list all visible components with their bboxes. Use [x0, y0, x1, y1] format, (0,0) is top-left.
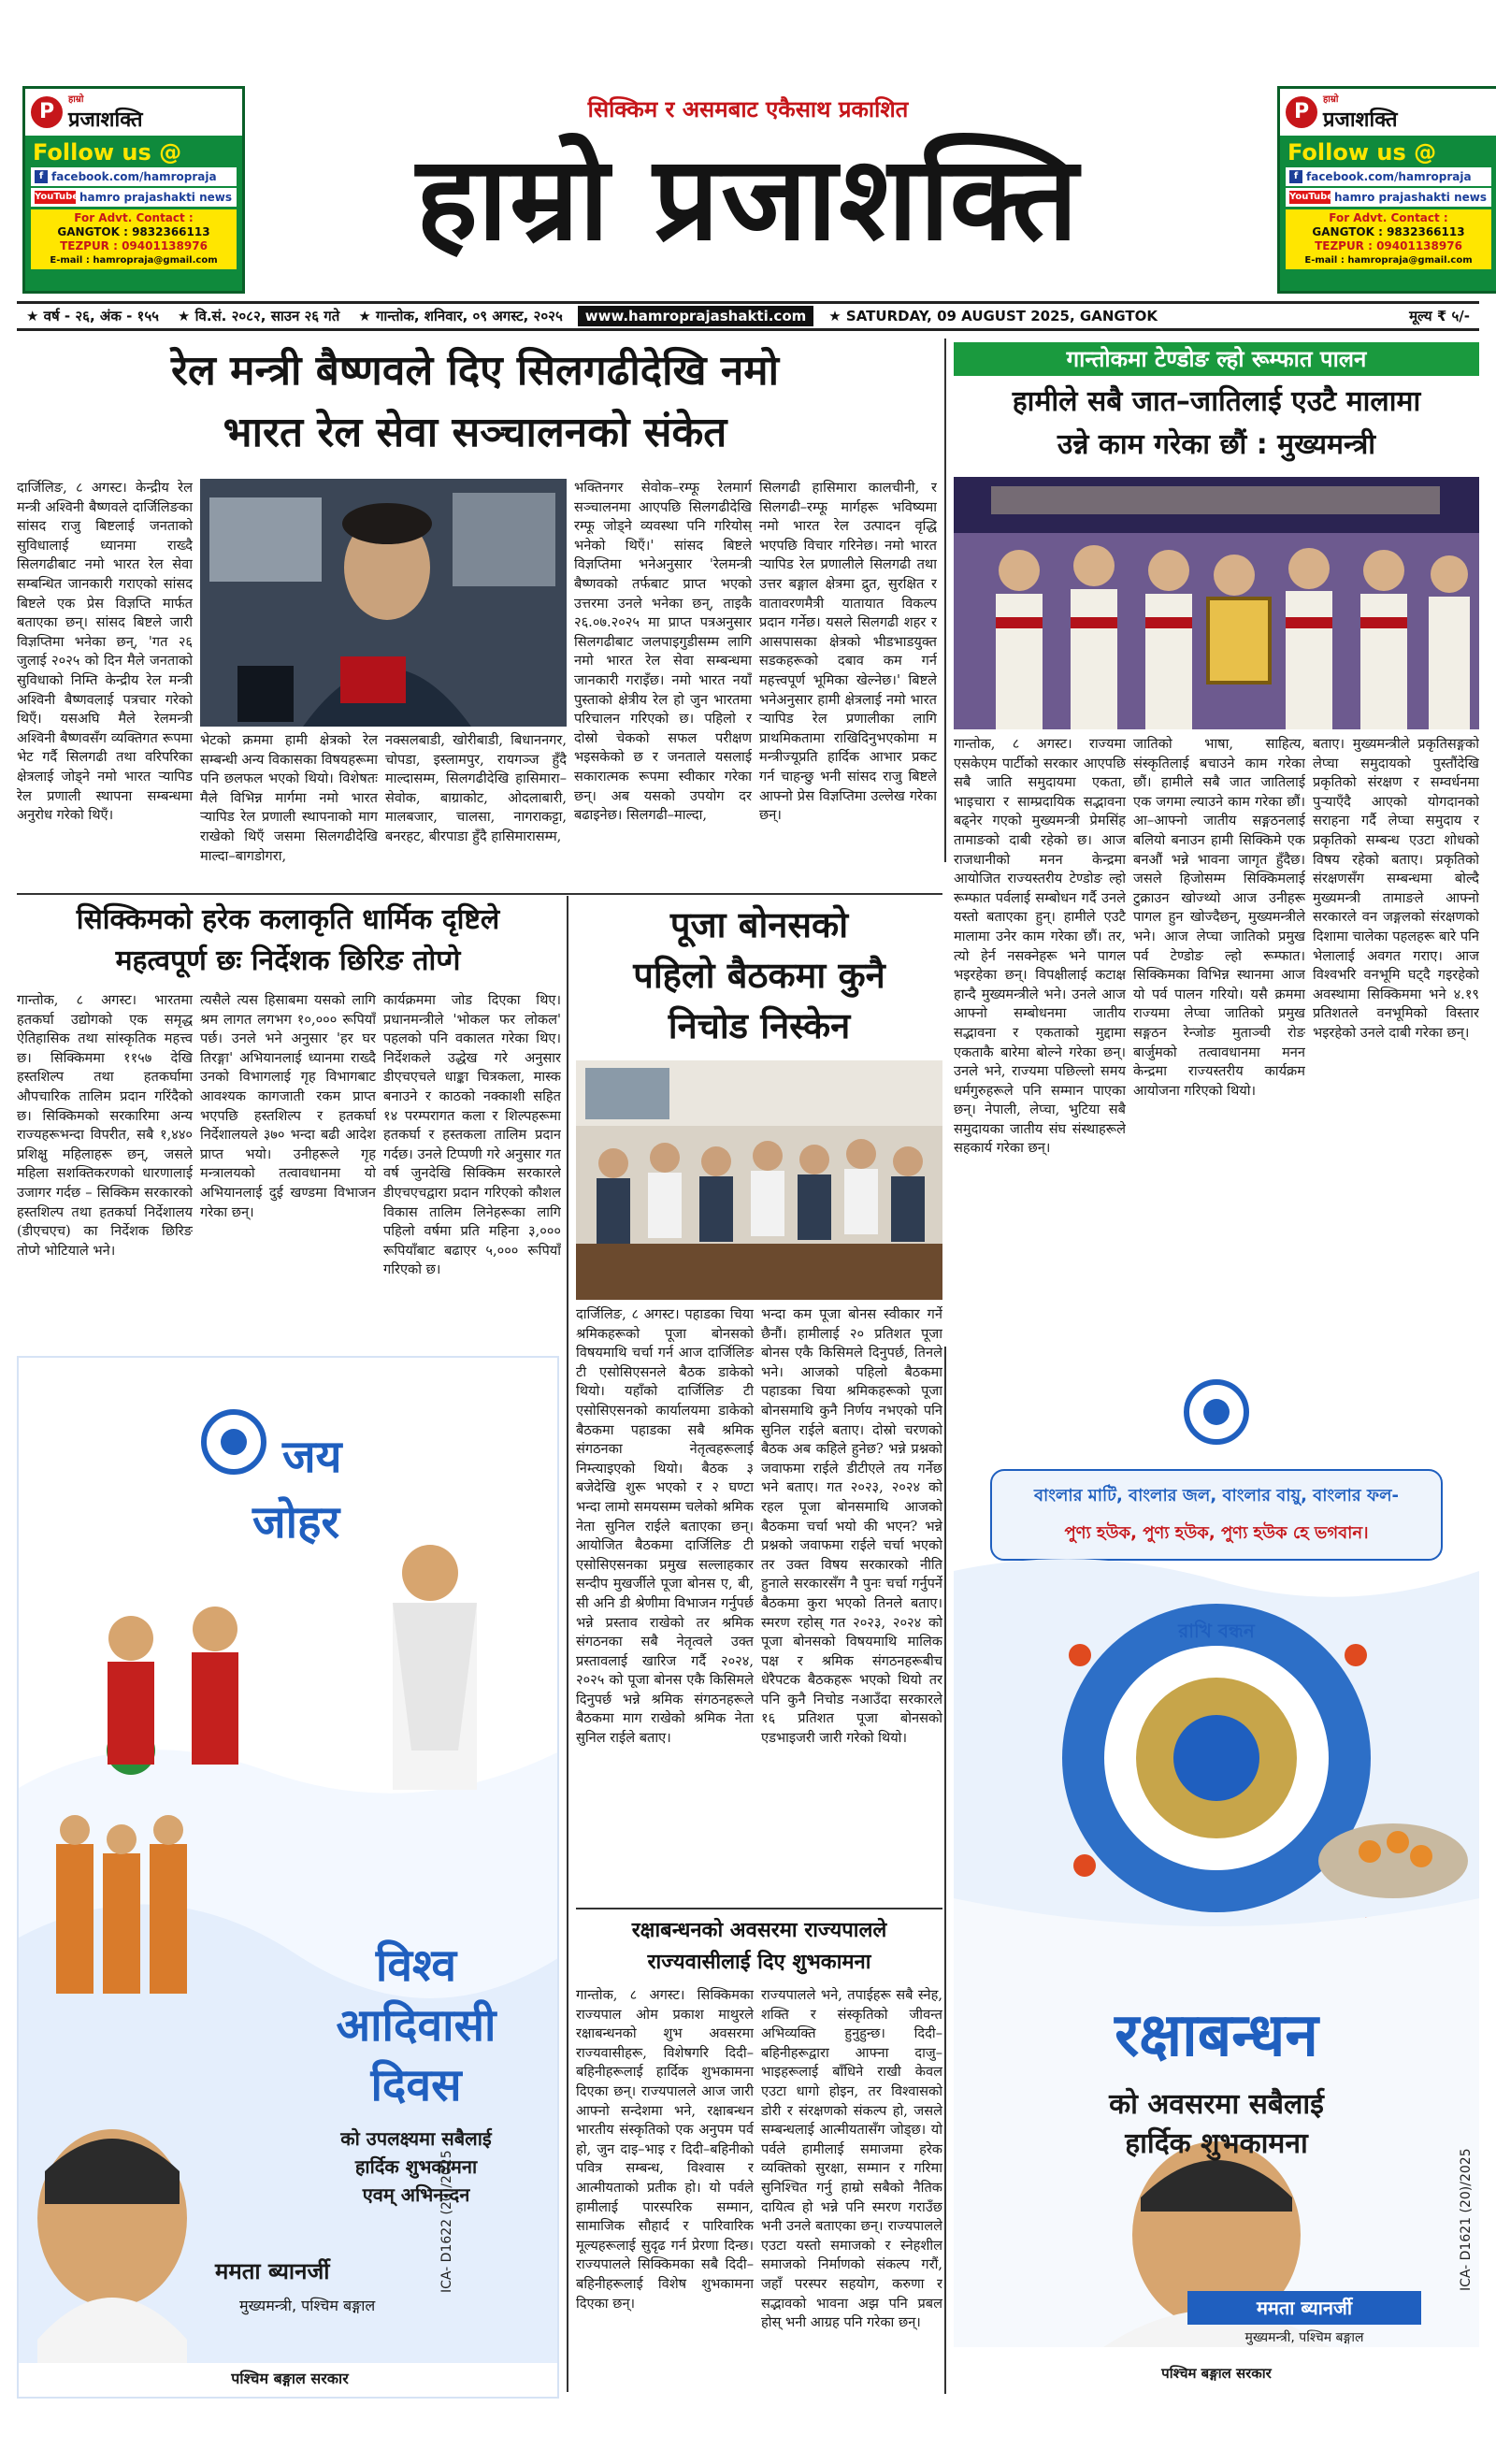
ad-left-line3: एवम् अभिनन्दन: [362, 2183, 470, 2206]
story5-col2: राज्यपालले भने, तपाईहरू सबै स्नेह, शक्ति र संस्कृतिको जीवन्त अभिव्यक्ति हुनुहुन्छ। दिदी–बहिनीहरूद्वारा आफ्ना दाजु–भाइहरूलाई बाँधिने राखी केवल एउटा धागो होइन, तर विश्वासको डोरी र संरक्षणको संकल्प हो, जसले सम्बन्धलाई आत्मीयतासँग जोड्छ। यो पर्वले हामीलाई समाजमा हरेक व्यक्तिको सुरक्षा, सम्मान र गरिमा सुनिश्चित गर्नु हाम्रो सबैको नैतिक दायित्व हो भन्ने पनि स्मरण गराउँछ भनी उनले बताएका छन्। राज्यपालले एउटा यस्तो समाजको र स्नेहशील समाजको निर्माणको संकल्प गरौं, जहाँ परस्पर सहयोग, करुणा र सद्भावको भावना अझ पनि प्रबल होस् भनी आग्रह पनि गरेका छन्।: [761, 1987, 942, 2331]
dateline-bar: [17, 301, 1479, 331]
contact-title: For Advt. Contact :: [1329, 211, 1448, 224]
story5-headline-line1: रक्षाबन्धनको अवसरमा राज्यपालले: [631, 1919, 887, 1942]
ad-left-message: [299, 2125, 533, 2209]
section-divider: [576, 1908, 942, 1909]
ear-brand: प्रजाशक्ति: [1323, 108, 1398, 132]
story1-photo: [200, 479, 567, 727]
story2-col1: गान्तोक, ८ अगस्ट। राज्यमा एसकेएम पार्टीको सरकार आएपछि सबै जाति समुदायमा एकता, भाइचारा र साम्प्रदायिक सद्भावना बढ्नेर गएको मुख्यमन्त्री प्रेमसिंह तामाङको दाबी रहेको छ। आज राजधानीको मनन केन्द्रमा आयोजित राज्यस्तरीय टेण्डोङ ल्हो रूम्फात पर्वलाई सम्बोधन गर्दै उनले यस्तो बताएका हुन्। हामीले एउटै मालामा उनेर काम गरेका छौं। तर, त्यो हेर्न नसक्नेहरू भने पागल भइरहेका छन्। विपक्षीलाई कटाक्ष हान्दै मुख्यमन्त्रीले भने। उनले आज आफ्नो सम्बोधनमा जातीय सद्भावना र एकताको मुद्दामा एकताकै बारेमा बोल्ने गरेका छन्। उनले भने, राज्यमा पछिल्लो समय धर्मगुरुहरूले पनि सम्मान पाएका छन्। नेपाली, लेप्चा, भुटिया सबै समुदायका जातीय संघ संस्थाहरूले सहकार्य गरेका छन्।: [954, 736, 1126, 1157]
column-divider: [944, 339, 946, 862]
ear-brand: प्रजाशक्ति: [68, 108, 143, 132]
story4-col2: भन्दा कम पूजा बोनस स्वीकार गर्ने छैनौं। हामीलाई २० प्रतिशत पूजा बोनस एकै किसिमले दिनुपर्छ, तिनले भने। आजको पहिलो बैठकमा पहाडका चिया श्रमिकहरूको पूजा बोनसमाथि कुनै निर्णय नभएको पनि सुनिल राईले बताए। दोस्रो चरणको बैठक अब कहिले हुनेछ? भन्ने प्रश्नको जवाफमा राईले डीटीएले तय गर्नेछ भने बताए। गत २०२३, २०२४ को रहल पूजा बोनसमाथि आजको बैठकमा चर्चा भयो की भएन? भन्ने प्रश्नको जवाफमा राईले चर्चा भएको तर उक्त विषय सरकारको नीति हुनाले सरकारसँग नै पुनः चर्चा गर्नुपर्ने बैठकमा कुरा भएको तिनले बताए। स्मरण रहोस् गत २०२३, २०२४ को पूजा बोनसको विषयमाथि मालिक पक्ष र श्रमिक संगठनहरूबीच धेरैपटक बैठकहरू भएको थियो तर पनि कुनै निचोड नआउँदा सरकारले १६ प्रतिशत पूजा बोनसको एडभाइजरी जारी गरेको थियो।: [761, 1306, 942, 1747]
story2-col3: बताए। मुख्यमन्त्रीले प्रकृतिसङ्गको लेप्चा समुदायको पुस्तौंदेखि प्रकृतिको संरक्षण र सम्वर्धनमा पुऱ्याएँदै आएको योगदानको सराहना गर्दै लेप्चा समुदाय र प्रकृतिको सम्बन्ध एउटा शोधको विषय रहेको बताए। प्रकृतिको संरक्षणसँग सम्बन्धमा बोल्दै मुख्यमन्त्री तामाङले आफ्नो सरकारले वन जङ्गलको संरक्षणको दिशामा चालेका पहलहरू बारे पनि भेलालाई अवगत गराए। आज विश्वभरि वनभूमि घट्दै गइरहेको अवस्थामा सिक्किममा भने ४.१९ प्रतिशतले वनभूमिको विस्तार भइरहेको उनले दाबी गरेका छन्।: [1313, 736, 1479, 1041]
contact-email: E-mail : hamropraja@gmail.com: [1304, 255, 1473, 266]
column-divider: [944, 1347, 946, 2394]
ear-facebook[interactable]: [31, 167, 237, 186]
meeting-photo-illustration: [576, 1060, 942, 1300]
ear-youtube[interactable]: [31, 188, 237, 207]
ad-left-line2: हार्दिक शुभकामना: [354, 2155, 478, 2178]
story3-col2: त्यसैले त्यस हिसाबमा यसको लागि श्रम लागत लगभग १०,००० रूपियाँ पर्छ। उनले भने अनुसार 'हर घर तिरङ्गा' अभियानलाई ध्यानमा राख्दै उनको विभागलाई गृह विभागबाट आवश्यक कागजाती रकम प्राप्त भएपछि हस्तशिल्प र हतकर्घा निर्देशालयले ३७० भन्दा बढी आदेश प्राप्त भयो। उनीहरूले गृह मन्त्रालयको तत्वावधानमा यो अभियानलाई दुई खण्डमा विभाजन गरेका छन्।: [200, 992, 376, 1220]
contact-gangtok: GANGTOK : 9832366113: [1312, 225, 1465, 238]
facebook-link[interactable]: facebook.com/hamropraja: [1306, 170, 1472, 183]
ear-brand-small: हाम्रो: [68, 94, 84, 105]
ad-left-line1: को उपलक्ष्यमा सबैलाई: [340, 2127, 492, 2150]
np-date: ★ गान्तोक, शनिवार, ०९ अगस्ट, २०२५: [358, 308, 563, 324]
contact-gangtok: GANGTOK : 9832366113: [57, 225, 210, 238]
ad-right-bangla: [999, 1477, 1434, 1552]
ad-right-role: मुख्यमन्त्री, पश्चिम बङ्गाल: [1244, 2330, 1364, 2345]
contact-tezpur: TEZPUR : 09401138976: [1315, 239, 1462, 252]
tagline: सिक्किम र असमबाट एकैसाथ प्रकाशित: [587, 96, 909, 122]
contact-tezpur: TEZPUR : 09401138976: [60, 239, 208, 252]
brand-logo-icon: P: [1286, 96, 1317, 128]
volume: ★ वर्ष - २६, अंक - १५५: [26, 308, 159, 324]
ad-left-johar: जोहर: [252, 1496, 340, 1549]
ad-left-title: [299, 1936, 533, 2115]
story3-col3: कार्यक्रममा जोड दिएका थिए। प्रधानमन्त्रीले 'भोकल फर लोकल' पहलको पनि वकालत गरेका थिए। निर्देशकले उद्धेख गरे अनुसार डीएचएचले धाङ्का चित्रकला, मास्क बनाउने र काठको नक्काशी सहित १४ परम्परागत कला र शिल्पहरूमा हतकर्घा र हस्तकला तालिम प्रदान गर्दछ। उनले टिप्पणी गरे अनुसार गत वर्ष जुनदेखि सिक्किम सरकारले डीएचएचद्वारा प्रदान गरिएको कौशल विकास तालिम लिनेहरूका लागि पहिलो वर्षमा प्रति महिना ३,००० रूपियाँबाट बढाएर ५,००० रूपियाँ गरिएको छ।: [383, 992, 561, 1278]
ad-right-bangla-1: বাংলার মাটি, বাংলার জল, বাংলার বায়ু, বাংলার ফল-: [1033, 1486, 1400, 1506]
story4-headline-line1: पूजा बोनसको: [669, 904, 849, 945]
ad-raksha-bandhan: [954, 1356, 1479, 2399]
newspaper-title: हाम्रो प्रजाशक्ति: [416, 132, 1080, 267]
ear-contact: [31, 209, 237, 269]
story2-headline-line2: उन्ने काम गरेका छौं : मुख्यमन्त्री: [1057, 428, 1376, 461]
contact-title: For Advt. Contact :: [74, 211, 194, 224]
ad-right-bangla-2: পুণ্য হউক, পুণ্য হউক, পুণ্য হউক হে ভগবান।: [1064, 1523, 1369, 1543]
story3-headline-line1: सिक्किमको हरेक कलाकृति धार्मिक दृष्टिले: [76, 903, 500, 936]
youtube-link[interactable]: hamro prajashakti news: [79, 191, 233, 204]
ad-left-code: ICA- D1622 (20)/2025: [439, 2150, 454, 2293]
ad-world-indigenous-day: [17, 1356, 559, 2399]
ear-brand-small: हाम्रो: [1323, 94, 1339, 105]
minister-photo-illustration: [200, 479, 567, 727]
youtube-link[interactable]: hamro prajashakti news: [1334, 191, 1488, 204]
story1-col5: सिलगढी हासिमारा कालचीनी, र सिलगढी–रम्फू मार्गहरू भविष्यमा नमो भारत रेल उत्पादन वृद्धि भएपछि विचार गरिनेछ। नमो भारत र्‍यापिड रेल प्रणालीले सिलगढी तथा उत्तर बङ्गाल क्षेत्रमा द्रुत, सुरक्षित र वातावरणमैत्री यातायात विकल्प प्रदान गर्नेछ। यसले सिलगढी शहर र आसपासका क्षेत्रको भीडभाडयुक्त सडकहरूको दबाव कम गर्न महत्त्वपूर्ण भूमिका खेल्नेछ।' बिष्टले भनेअनुसार हामी क्षेत्रलाई नमो भारत र्‍यापिड रेल प्रणालीका लागि प्राथमिकतामा राखिदिनुभएकोमा म मन्त्रीज्यूप्रति हार्दिक आभार प्रकट गर्न चाहन्छु भनी सांसद राजु बिष्टले आफ्नो प्रेस विज्ञप्तिमा उल्लेख गरेका छन्।: [759, 480, 937, 824]
column-divider: [567, 896, 568, 2392]
story3-col1: गान्तोक, ८ अगस्ट। भारतमा हतकर्घा उद्योगको एक समृद्ध ऐतिहासिक तथा सांस्कृतिक महत्त्व छ। सिक्किममा ११५७ देखि हस्तशिल्प तथा हतकर्घामा औपचारिक तालिम प्रदान गरिंदैको छ। सिक्किमको सरकारिमा अन्य राज्यहरूभन्दा विपरीत, सबै १,४४० प्रशिक्षु महिलाहरू छन्, जसले महिला सशक्तिकरणको धारणालाई उजागर गर्दछ – सिक्किम सरकारको हस्तशिल्प तथा हतकर्घा निर्देशालय (डीएचएच) का निर्देशक छिरिङ तोप्गे भोटियाले भने।: [17, 992, 193, 1259]
story4-headline-line2: पहिलो बैठकमा कुनै: [633, 955, 885, 996]
story2-col2: जातिको भाषा, साहित्य, संस्कृतिलाई बचाउने काम गरेका छौं। हामीले सबै जात जातिलाई एक जगमा ल्याउने काम गरेका छौं। आ–आफ्नो जातीय सङ्गठनलाई बलियो बनाउन हामी सिक्किमे एक बनऔं भन्ने भावना जागृत हुँदैछ। जसले हिजोसम्म सिक्किमलाई टुक्राउन खोज्थ्यो आज उनीहरू पागल हुन खोज्दैछन्, मुख्यमन्त्रीले भने। आज लेप्चा जातिको प्रमुख पर्व टेण्डोङ ल्हो रूम्फात। सिक्किमका विभिन्न स्थानमा आज यो पर्व पालन गरियो। यसै क्रममा राज्यमा लेप्चा जातिको प्रमुख सङ्गठन रेन्जोङ मुताञ्ची रोङ बार्जुमको तत्वावधानमा मनन केन्द्रमा राज्यस्तरीय कार्यक्रम आयोजना गरिएको थियो।: [1133, 736, 1305, 1099]
ear-contact: [1286, 209, 1491, 269]
story1-col4: भक्तिनगर सेवोक–रम्फू रेलमार्ग सञ्चालनमा आएपछि सिलगढीदेखि रम्फू जोड्ने व्यवस्था पनि गरियोस् भनेको थिएँ।' सांसद बिष्टले विज्ञप्तिमा भनेअनुसार 'रेलमन्त्री बैष्णवको तर्फबाट प्राप्त भएको उत्तरमा उनले भनेका छन्, ताइकै २६.०७.२०२५ मा प्राप्त पत्रअनुसार सिलगढीबाट जलपाइगुडीसम्म लागि नमो भारत रेल सेवा सम्बन्धमा जानकारी गराइँछ। नमो भारत नयाँ पुस्ताको क्षेत्रीय रेल हो जुन भारतमा परिचालन गरिएको छ। पहिलो र दोस्रो चेकको सफल परीक्षण भइसकेको छ र जनताले यसलाई सकारात्मक रूपमा स्वीकार गरेका छन्। अब यसको उपयोग दर बढाइनेछ। सिलगढी–माल्दा,: [574, 480, 752, 824]
ad-left-title-1: विश्व: [375, 1939, 457, 1992]
ad-right-line2: हार्दिक शुभकामना: [1125, 2127, 1308, 2160]
ad-left-name: ममता ब्यानर्जी: [215, 2258, 330, 2284]
story4-col1: दार्जिलिङ, ८ अगस्ट। पहाडका चिया श्रमिकहरूको पूजा बोनसको विषयमाथि चर्चा गर्न आज दार्जिलिङ टी एसोसिएसनले बैठक डाकेको थियो। यहाँको दार्जिलिङ टी एसोसिएसनको कार्यालयमा डाकेको बैठकमा पहाडका सबै श्रमिक संगठनका नेतृत्वहरूलाई निम्त्याइएको थियो। बैठक ३ बजेदेखि शुरू भएको र २ घण्टा भन्दा लामो समयसम्म चलेको श्रमिक नेता सुनिल राईले बताएका छन्। आयोजित बैठकमा दार्जिलिङ टी एसोसिएसनका प्रमुख सल्लाहकार सन्दीप मुखर्जीले पूजा बोनस ए, बी, सी अनि डी श्रेणीमा विभाजन गर्नुपर्छ भन्ने प्रस्ताव राखेको तर श्रमिक संगठनका सबै नेतृत्वले उक्त प्रस्तावलाई खारिज गर्दै २०२४, २०२५ को पूजा बोनस एकै किसिमले दिनुपर्छ भन्ने श्रमिक संगठनहरूले बैठकमा माग राखेको श्रमिक नेता सुनिल राईले बताए।: [576, 1306, 754, 1747]
ear-follow: Follow us @: [33, 139, 182, 166]
story1-headline-line1: रेल मन्त्री बैष्णवले दिए सिलगढीदेखि नमो: [171, 347, 779, 395]
ear-youtube[interactable]: [1286, 188, 1491, 207]
story5-headline-line2: राज्यवासीलाई दिए शुभकामना: [647, 1951, 871, 1974]
vs-date: ★ वि.सं. २०८२, साउन २६ गते: [177, 308, 340, 324]
ad-right-govt: पश्चिम बङ्गाल सरकार: [1161, 2365, 1272, 2382]
ad-right-rakhi-label: রাখি বন্ধন: [1178, 1620, 1255, 1642]
ad-left-role: मुख्यमन्त्री, पश्चिम बङ्गाल: [239, 2297, 376, 2314]
price: मूल्य ₹ ५/-: [1409, 308, 1470, 324]
contact-email: E-mail : hamropraja@gmail.com: [50, 255, 218, 266]
ad-right-line1: को अवसरमा सबैलाई: [1109, 2088, 1324, 2121]
facebook-icon: f: [35, 170, 48, 183]
ear-follow: Follow us @: [1287, 139, 1437, 166]
ad-left-title-3: दिवस: [370, 2059, 462, 2111]
facebook-link[interactable]: facebook.com/hamropraja: [51, 170, 217, 183]
brand-logo-icon: P: [31, 96, 63, 128]
story1-col1: दार्जिलिङ, ८ अगस्ट। केन्द्रीय रेल मन्त्री अश्विनी बैष्णवले दार्जिलिङका सांसद राजु बिष्टलाई जनताको सुविधालाई ध्यानमा राख्दै सिलगढीबाट नमो भारत रेल सेवा सम्बन्धित जानकारी गराएको सांसद बिष्टले एक प्रेस विज्ञप्ति मार्फत बताएका छन्। सांसद बिष्टले जारी विज्ञप्तिमा भनेका छन्, 'गत २६ जुलाई २०२५ को दिन मैले जनताको सुविधाको निम्ति केन्द्रीय रेल मन्त्री अश्विनी बैष्णवलाई पत्रचार गरेको थिएँ। यसअघि मैले रेलमन्त्री अश्विनी बैष्णवसँग व्यक्तिगत रूपमा भेट गर्दै सिलगढी तथा वरिपरिका क्षेत्रलाई जोड्ने नमो भारत र्‍यापिड रेल प्रणाली स्थापना सम्बन्धमा अनुरोध गरेको थिएँ।: [17, 480, 193, 824]
section-divider: [17, 893, 942, 895]
ad-left-govt: पश्चिम बङ्गाल सरकार: [231, 2370, 349, 2387]
website-link[interactable]: www.hamroprajashakti.com: [578, 306, 814, 326]
ad-left-title-2: आदिवासी: [336, 1999, 496, 2052]
ad-left-jai: जय: [282, 1431, 342, 1483]
en-date: ★ SATURDAY, 09 AUGUST 2025, GANGTOK: [828, 308, 1158, 324]
story4-headline-line3: निचोड निस्केन: [668, 1005, 851, 1046]
ad-right-name: ममता ब्यानर्जी: [1187, 2291, 1421, 2325]
story1-col2: भेटको क्रममा हामी क्षेत्रको रेल सम्बन्धी अन्य विकासका विषयहरूमा पनि छलफल भएको थियो। विशेषतः मैले विभिन्न मार्गमा नमो भारत र्‍यापिड रेल प्रणाली स्थापनाको माग राखेको थिएँ जसमा सिलगढीदेखि माल्दा–बागडोगरा,: [200, 732, 378, 862]
story3-headline-line2: महत्वपूर्ण छः निर्देशक छिरिङ तोप्गे: [115, 944, 461, 977]
story1-headline-line2: भारत रेल सेवा सञ्चालनको संकेत: [223, 409, 727, 456]
story2-kicker: गान्तोकमा टेण्डोङ ल्हो रूम्फात पालन: [954, 342, 1479, 376]
ad-right-message: [954, 2085, 1479, 2164]
ad-right-title: रक्षाबन्धन: [1115, 2001, 1318, 2070]
story4-photo: [576, 1060, 942, 1300]
ear-facebook[interactable]: [1286, 167, 1491, 186]
story2-photo: [954, 477, 1479, 729]
youtube-icon: YouTube: [35, 192, 79, 202]
story5-col1: गान्तोक, ८ अगस्ट। सिक्किमका राज्यपाल ओम प्रकाश माथुरले रक्षाबन्धनको शुभ अवसरमा राज्यवासीहरू, विशेषगरि दिदी–बहिनीहरूलाई हार्दिक शुभकामना दिएका छन्। राज्यपालले आज जारी आफ्नो सन्देशमा भने, रक्षाबन्धन भारतीय संस्कृतिको एक अनुपम पर्व हो, जुन दाइ–भाइ र दिदी–बहिनीको पवित्र सम्बन्ध, विश्वास र आत्मीयताको प्रतीक हो। यो पर्वले हामीलाई पारस्परिक सम्मान, सामाजिक सौहार्द र पारिवारिक मूल्यहरूलाई सुदृढ गर्न प्रेरणा दिन्छ। राज्यपालले सिक्किमका सबै दिदी–बहिनीहरूलाई विशेष शुभकामना दिएका छन्।: [576, 1987, 754, 2312]
story2-headline-line1: हामीले सबै जात–जातिलाई एउटै मालामा: [1012, 385, 1421, 418]
facebook-icon: f: [1289, 170, 1302, 183]
youtube-icon: YouTube: [1289, 192, 1334, 202]
story1-col3: नक्सलबाडी, खोरीबाडी, बिधाननगर, चोपडा, इस्लामपुर, रायगञ्ज हुँदै माल्दासम्म, सिलगढीदेखि हासिमारा– सेवोक, बाग्राकोट, ओदलाबारी, मालबजार, चालसा, नागराकट्टा, बनरहट, बीरपाडा हुँदै हासिमारासम्म,: [385, 732, 567, 844]
ad-right-code: ICA- D1621 (20)/2025: [1459, 2148, 1474, 2291]
ceremony-photo-illustration: [954, 477, 1479, 729]
